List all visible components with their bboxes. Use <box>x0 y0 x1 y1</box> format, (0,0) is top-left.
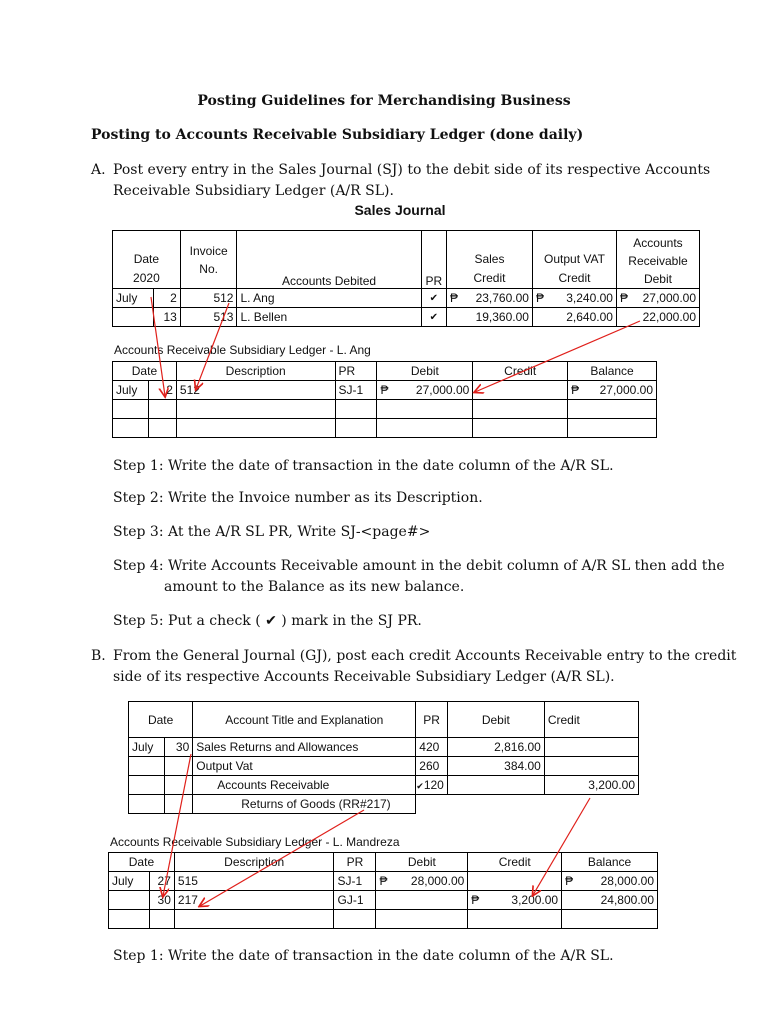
ledger-ang-title: Accounts Receivable Subsidiary Ledger - L. Ang <box>114 343 371 357</box>
ang-header-balance: Balance <box>568 362 657 381</box>
gj-month: July <box>129 738 165 757</box>
md-credit: ₱ 3,200.00 <box>468 891 562 910</box>
gj-pr: ✔120 <box>416 776 448 795</box>
sj-header-date: Date 2020 <box>113 231 181 289</box>
ang-header-debit: Debit <box>377 362 473 381</box>
gj-debit: 384.00 <box>447 757 544 776</box>
sj-account: L. Ang <box>237 289 421 308</box>
gj-title: Accounts Receivable <box>193 776 416 795</box>
gj-header-debit: Debit <box>447 702 544 738</box>
gj-pr: 260 <box>416 757 448 776</box>
part-b-line1: From the General Journal (GJ), post each credit Accounts Receivable entry to the credit <box>113 648 737 664</box>
sj-header-pr: PR <box>421 231 446 289</box>
sj-header-accounts: Accounts Debited <box>237 231 421 289</box>
check-mark-icon: ✔ <box>416 781 424 791</box>
sj-invoice: 512 <box>180 289 237 308</box>
md-day: 27 <box>149 872 174 891</box>
part-a-marker: A. <box>91 162 106 178</box>
gj-header-credit: Credit <box>544 702 638 738</box>
sj-ar: ₱ 27,000.00 <box>616 289 699 308</box>
md-description: 217 <box>174 891 334 910</box>
sj-header-invoice: Invoice No. <box>180 231 237 289</box>
md-header-pr: PR <box>334 853 376 872</box>
ang-header-pr: PR <box>335 362 377 381</box>
md-header-date: Date <box>109 853 175 872</box>
sj-vat: ₱ 3,240.00 <box>532 289 616 308</box>
ang-pr: SJ-1 <box>335 381 377 400</box>
md-day: 30 <box>149 891 174 910</box>
ang-header-credit: Credit <box>473 362 568 381</box>
step-b1: Step 1: Write the date of transaction in the date column of the A/R SL. <box>113 948 614 964</box>
gj-header-pr: PR <box>416 702 448 738</box>
sj-day: 13 <box>154 308 180 327</box>
md-month: July <box>109 872 150 891</box>
ang-header-date: Date <box>113 362 177 381</box>
part-b-marker: B. <box>91 648 106 664</box>
md-description: 515 <box>174 872 334 891</box>
gj-title: Output Vat <box>193 757 416 776</box>
gj-title: Sales Returns and Allowances <box>193 738 416 757</box>
part-a-line1: Post every entry in the Sales Journal (SJ) to the debit side of its respective Accounts <box>113 162 711 178</box>
sj-sales: 19,360.00 <box>446 308 532 327</box>
gj-title: Returns of Goods (RR#217) <box>193 795 416 814</box>
md-header-debit: Debit <box>376 853 468 872</box>
md-header-description: Description <box>174 853 334 872</box>
gj-day: 30 <box>164 738 193 757</box>
step-a4: Step 4: Write Accounts Receivable amount in the debit column of A/R SL then add the <box>113 558 725 574</box>
ang-description: 512 <box>176 381 335 400</box>
ang-month: July <box>113 381 149 400</box>
md-pr: SJ-1 <box>334 872 376 891</box>
arrow-date <box>151 297 165 396</box>
gj-pr: 420 <box>416 738 448 757</box>
md-debit: ₱ 28,000.00 <box>376 872 468 891</box>
arrow-date-b <box>163 754 191 896</box>
sj-sales: ₱ 23,760.00 <box>446 289 532 308</box>
sj-ar: 22,000.00 <box>616 308 699 327</box>
page-title: Posting Guidelines for Merchandising Business <box>197 93 571 109</box>
ang-balance: ₱ 27,000.00 <box>568 381 657 400</box>
sj-invoice: 513 <box>180 308 237 327</box>
arrow-invoice <box>196 303 229 389</box>
sj-vat: 2,640.00 <box>532 308 616 327</box>
ledger-mandreza-title: Accounts Receivable Subsidiary Ledger - L. Mandreza <box>110 835 400 849</box>
md-balance: 24,800.00 <box>562 891 658 910</box>
sj-header-sales: Sales Credit <box>446 231 532 289</box>
arrow-credit-b <box>533 798 590 895</box>
section-heading: Posting to Accounts Receivable Subsidiary Ledger (done daily) <box>91 127 584 143</box>
sj-header-vat: Output VAT Credit <box>532 231 616 289</box>
arrow-description-b <box>200 810 364 906</box>
md-pr: GJ-1 <box>334 891 376 910</box>
part-b-line2: side of its respective Accounts Receivable Subsidiary Ledger (A/R SL). <box>113 669 615 685</box>
ang-debit: ₱ 27,000.00 <box>377 381 473 400</box>
sj-account: L. Bellen <box>237 308 421 327</box>
md-header-credit: Credit <box>468 853 562 872</box>
gj-debit: 2,816.00 <box>447 738 544 757</box>
step-a3: Step 3: At the A/R SL PR, Write SJ-<page#> <box>113 524 431 540</box>
sj-check: ✔ <box>421 308 446 327</box>
sj-check: ✔ <box>421 289 446 308</box>
step-a2: Step 2: Write the Invoice number as its Description. <box>113 490 483 506</box>
step-a5: Step 5: Put a check ( ✔ ) mark in the SJ PR. <box>113 613 422 629</box>
sj-month: July <box>113 289 154 308</box>
part-a-line2: Receivable Subsidiary Ledger (A/R SL). <box>113 183 394 199</box>
step-a1: Step 1: Write the date of transaction in the date column of the A/R SL. <box>113 458 614 474</box>
sj-day: 2 <box>154 289 180 308</box>
step-a4-cont: amount to the Balance as its new balance. <box>164 579 465 595</box>
gj-header-date: Date <box>129 702 193 738</box>
gj-credit: 3,200.00 <box>544 776 638 795</box>
sales-journal-title: Sales Journal <box>354 202 446 218</box>
ang-header-description: Description <box>176 362 335 381</box>
md-balance: ₱ 28,000.00 <box>562 872 658 891</box>
gj-header-title: Account Title and Explanation <box>193 702 416 738</box>
md-header-balance: Balance <box>562 853 658 872</box>
ang-day: 2 <box>148 381 176 400</box>
arrow-amount <box>475 321 640 392</box>
sj-header-ar: Accounts Receivable Debit <box>616 231 699 289</box>
